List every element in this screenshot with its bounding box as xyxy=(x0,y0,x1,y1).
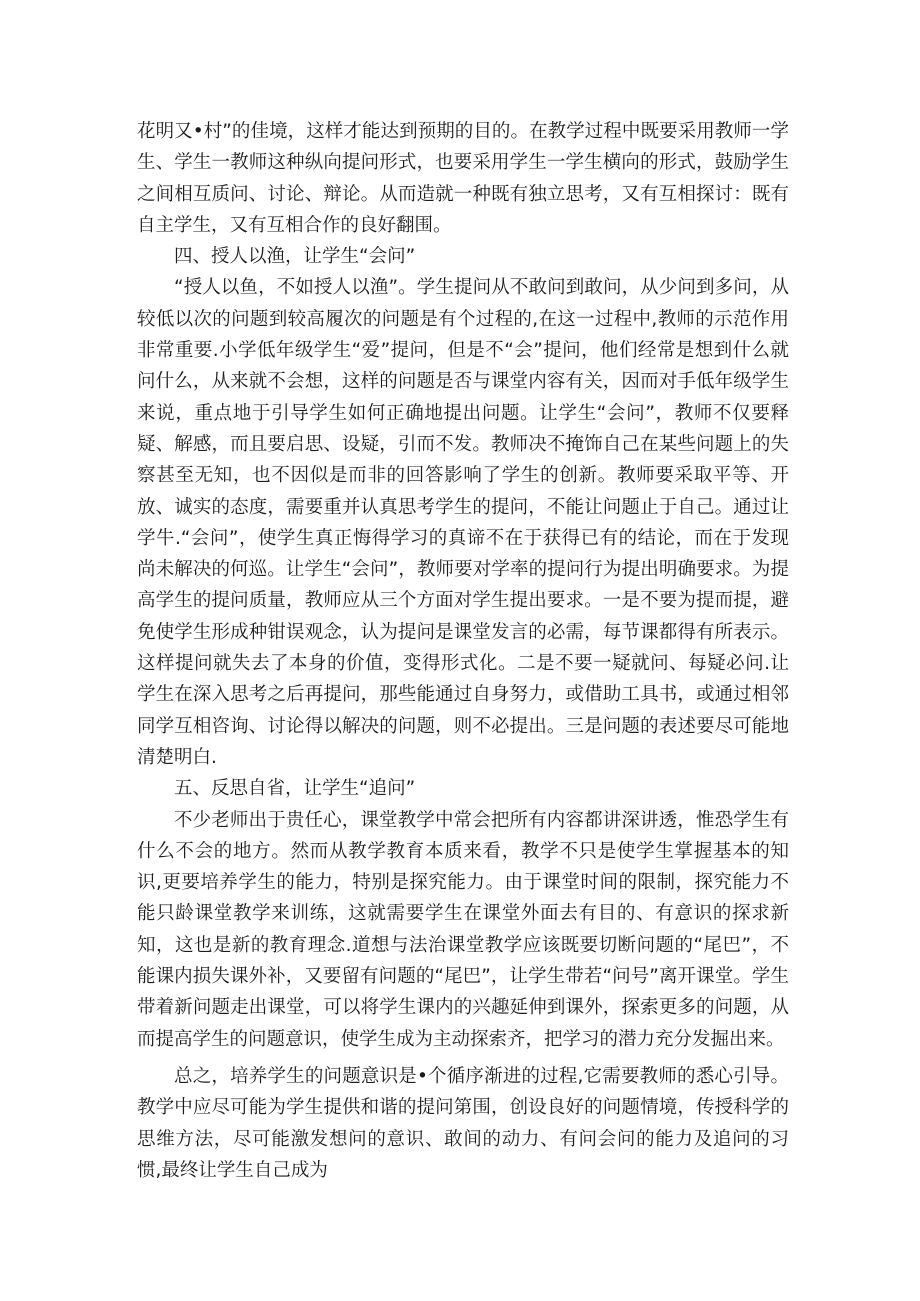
paragraph-2: “授人以鱼，不如授人以渔”。学生提问从不敢问到敢问，从少问到多问，从较低以次的问题到较高履次的问题是有个过程的,在这一过程中,教师的示范作用非常重要.小学低年级学生“爱”提问，但是不“会”提问，他们经常是想到什么就问什么，从来就不会想，这样的问题是否与课堂内容有关，因而对手低年级学生来说，重点地于引导学生如何正确地提出问题。让学生“会问”，教师不仅要释疑、解感，而且要启思、设疑，引而不发。教师决不掩饰自己在某些问题上的失察甚至无知，也不因似是而非的回答影响了学生的创新。教师要采取平等、开放、诚实的态度，需要重并认真思考学生的提问，不能让问题止于自己。通过让学牛.“会问”，使学生真正悔得学习的真谛不在于获得已有的结论，而在于发现尚未解决的何巡。让学生“会问”，教师要对学率的提问行为提出明确要求。为提高学生的提问质量，教师应从三个方面对学生提出要求。一是不要为提而提，避免使学生形成种钳误观念，认为提问是课堂发言的必需，每节课都得有所表示。这样提问就失去了本身的价值，变得形式化。二是不要一疑就问、每疑必问.让学生在深入思考之后再提问，那些能通过自身努力，或借助工具书，或通过相邻同学互相咨询、讨论得以解决的问题，则不必提出。三是问题的表述要尽可能地清楚明白. xyxy=(137,277,789,768)
section-heading-5: 五、反思自省，让学生“追问” xyxy=(174,778,416,800)
paragraph-3: 不少老师出于贵任心，课堂教学中常会把所有内容都讲深讲透，惟恐学生有什么不会的地方。然而从教学教育本质来看，教学不只是使学生掌握基本的知识,更要培养学生的能力，特别是探究能力。由于课堂时间的限制，探究能力不能只龄课堂教学来训练，这就需要学生在课堂外面去有目的、有意识的探求新知，这也是新的教育理念.道想与法治课堂教学应该既要切断问题的“尾巴”，不能课内损失课外补，又要留有问题的“尾巴”，让学生带若“问号”离开课堂。学生带着新问题走出课堂，可以将学生课内的兴趣延伸到课外，探索更多的问题，从而提高学生的问题意识，使学生成为主动探索齐，把学习的潜力充分发掘出来。 xyxy=(137,809,789,1050)
document-body xyxy=(137,116,789,1186)
section-heading-4: 四、授人以渔，让学生“会问” xyxy=(174,246,416,268)
paragraph-1: 花明又•村”的佳境，这样才能达到预期的目的。在教学过程中既要采用教师一学生、学生一教师这种纵向提问形式，也要采用学生一学生横向的形式，鼓励学生之间相互质问、讨论、辩论。从而造就一种既有独立思考，又有互相探讨：既有自主学生，又有互相合作的良好翻围。 xyxy=(137,121,789,236)
paragraph-4: 总之，培养学生的问题意识是•个循序渐进的过程,它需要教师的悉心引导。教学中应尽可能为学生提供和谐的提问第围，创设良好的问题情境，传授科学的思维方法，尽可能激发想问的意识、敢间的动力、有问会问的能力及追问的习惯,最终让学生自己成为 xyxy=(137,1065,789,1181)
